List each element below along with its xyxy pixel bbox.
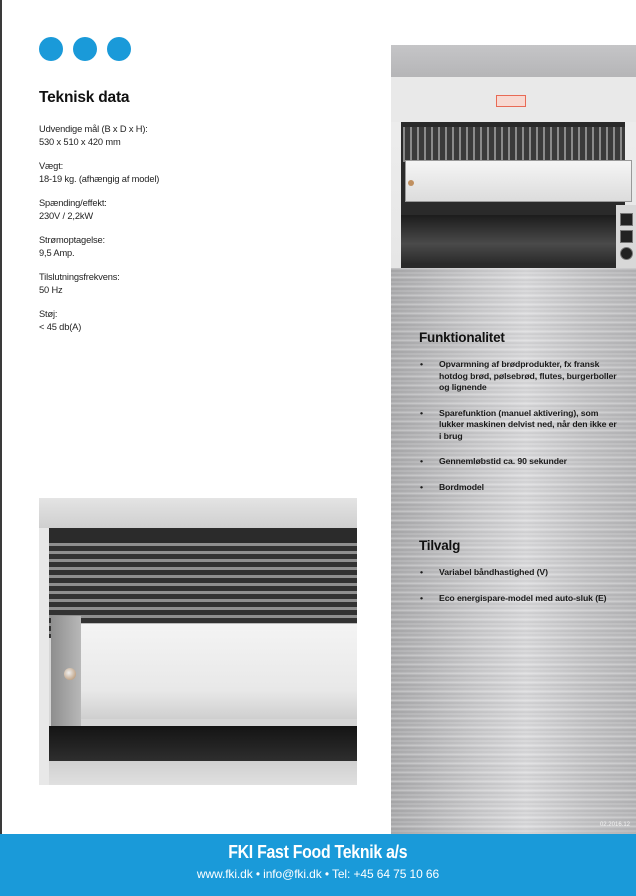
spec-value: 9,5 Amp. — [39, 247, 75, 258]
functionality-section — [419, 330, 619, 507]
rotary-switch-icon — [620, 213, 633, 226]
spec-value: 530 x 510 x 420 mm — [39, 136, 121, 147]
crumb-tray — [405, 160, 632, 202]
spec-voltage-power — [39, 197, 339, 222]
options-section — [419, 538, 619, 618]
spec-dimensions — [39, 123, 339, 148]
toaster-top-surface — [391, 45, 636, 77]
spec-label: Strømoptagelse: — [39, 235, 105, 245]
company-name: FKI Fast Food Teknik a/s — [228, 842, 408, 862]
spec-value: 18-19 kg. (afhængig af model) — [39, 173, 160, 184]
list-item — [419, 359, 619, 394]
bullet-icon: • — [420, 407, 423, 418]
options-list — [419, 567, 619, 604]
footer — [0, 834, 636, 896]
spec-frequency — [39, 271, 339, 296]
date-stamp: 02.2016.12 — [599, 822, 630, 828]
tech-specs-list — [39, 123, 339, 345]
tray-bolt-icon — [64, 668, 76, 680]
warning-label — [496, 95, 526, 107]
list-item-text: Gennemløbstid ca. 90 sekunder — [439, 456, 567, 466]
list-item — [419, 408, 619, 443]
functionality-list — [419, 359, 619, 493]
tech-data-heading: Teknisk data — [39, 89, 130, 106]
spec-value: < 45 db(A) — [39, 321, 82, 332]
bullet-icon: • — [420, 592, 423, 603]
spec-label: Støj: — [39, 309, 58, 319]
spec-label: Tilslutningsfrekvens: — [39, 272, 120, 282]
bullet-icon: • — [420, 359, 423, 369]
bullet-icon: • — [420, 456, 423, 466]
spec-value: 230V / 2,2kW — [39, 210, 94, 221]
power-switch-icon — [620, 230, 633, 243]
options-heading: Tilvalg — [419, 538, 461, 553]
list-item-text: Eco energispare-model med auto-sluk (E) — [439, 592, 607, 603]
spec-label: Vægt: — [39, 161, 64, 171]
speed-dial-icon — [620, 247, 633, 260]
list-item — [419, 567, 619, 579]
toaster-side — [39, 528, 49, 785]
spec-current — [39, 234, 339, 259]
spec-label: Spænding/effekt: — [39, 198, 107, 208]
list-item — [419, 593, 619, 605]
dot-icon — [39, 37, 63, 61]
spec-weight — [39, 160, 339, 185]
spec-label: Udvendige mål (B x D x H): — [39, 124, 148, 134]
conveyor-grill — [403, 127, 625, 162]
tray-knob — [408, 180, 414, 186]
list-item — [419, 456, 619, 468]
list-item-text: Variabel båndhastighed (V) — [439, 567, 548, 577]
functionality-heading: Funktionalitet — [419, 330, 505, 345]
bullet-icon: • — [420, 481, 423, 492]
metal-info-panel — [391, 268, 636, 834]
list-item-text: Sparefunktion (manuel aktivering), som lukker maskinen delvist ned, når den ikke er i brug — [439, 407, 617, 441]
lower-cavity — [49, 726, 357, 761]
list-item-text: Opvarmning af brødprodukter, fx fransk hotdog brød, pølsebrød, flutes, burgerboller og lignende — [439, 359, 617, 392]
contact-info: www.fki.dk • info@fki.dk • Tel: +45 64 75 10 66 — [196, 867, 440, 881]
product-photo-bottom — [39, 498, 357, 785]
list-item-text: Bordmodel — [439, 481, 484, 492]
list-item — [419, 482, 619, 494]
crumb-tray — [81, 623, 357, 719]
product-photo-top — [391, 45, 636, 268]
toaster-base — [49, 761, 357, 785]
dot-icon — [107, 37, 131, 61]
page-left-border — [0, 0, 2, 834]
bullet-icon: • — [420, 567, 423, 577]
dot-icon — [73, 37, 97, 61]
lower-cavity — [401, 215, 616, 263]
decorative-dots — [39, 37, 131, 61]
spec-value: 50 Hz — [39, 284, 63, 295]
toaster-top-edge — [39, 498, 357, 528]
spec-noise — [39, 308, 339, 333]
